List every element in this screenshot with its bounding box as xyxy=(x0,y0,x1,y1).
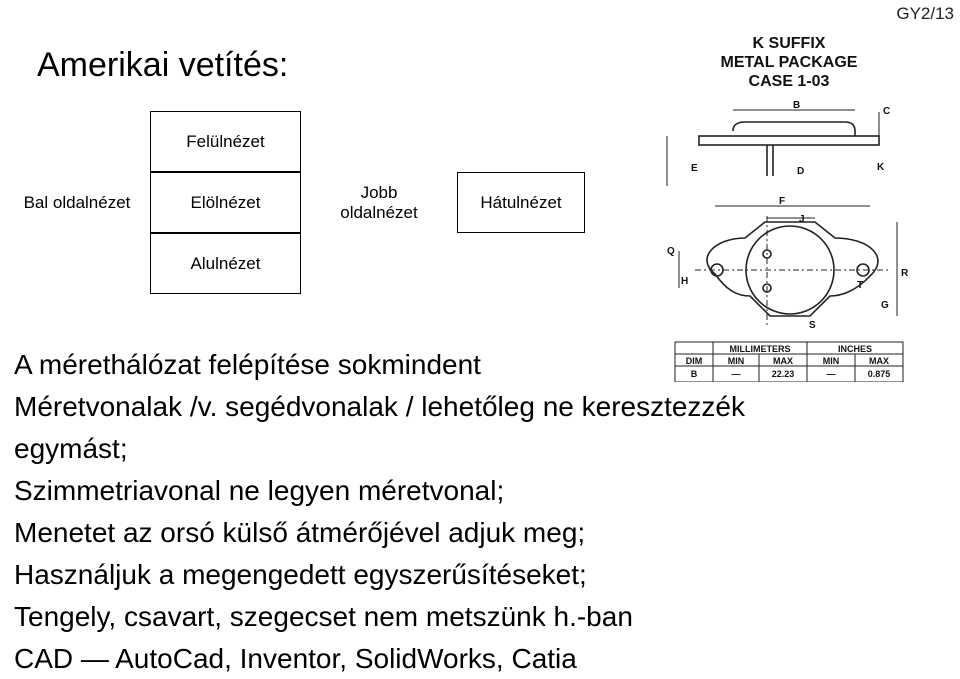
view-bottom-label: Alulnézet xyxy=(190,253,261,273)
body-line-1: A mérethálózat felépítése sokmindent xyxy=(14,349,481,380)
drawing-header-2: METAL PACKAGE xyxy=(720,54,858,71)
dim-label-h: H xyxy=(681,276,689,287)
dim-label-t: T xyxy=(857,280,864,291)
table-cell-in-max: 0.875 xyxy=(867,369,891,379)
view-right-label-2: oldalnézet xyxy=(340,202,418,222)
dim-label-k: K xyxy=(877,162,885,173)
view-right xyxy=(301,172,457,233)
table-col-dim: DIM xyxy=(685,356,703,366)
body-line-7: Tengely, csavart, szegecset nem metszünk h.-ban xyxy=(14,601,633,632)
body-line-5: Menetet az orsó külső átmérőjével adjuk meg; xyxy=(14,517,586,548)
body-line-2: Méretvonalak /v. segédvonalak / lehetőleg ne keresztezzék xyxy=(14,391,746,422)
view-bottom xyxy=(150,233,301,294)
dim-label-g: G xyxy=(881,300,889,311)
table-cell-mm-min: — xyxy=(731,369,741,379)
dim-label-b: B xyxy=(793,100,801,111)
table-cell-in-min: — xyxy=(826,369,836,379)
body-line-3: egymást; xyxy=(14,433,128,464)
body-line-8: CAD — AutoCad, Inventor, SolidWorks, Catia xyxy=(14,643,577,674)
dim-label-j: J xyxy=(799,214,805,225)
dim-label-r: R xyxy=(901,268,909,279)
view-top xyxy=(150,111,301,172)
view-front xyxy=(150,172,301,233)
dim-label-s: S xyxy=(809,320,816,331)
page-title: Amerikai vetítés: xyxy=(37,46,289,84)
page-number: GY2/13 xyxy=(896,4,954,23)
view-left xyxy=(4,172,150,233)
dim-label-d: D xyxy=(797,166,805,177)
body-line-6: Használjuk a megengedett egyszerűsítéseket; xyxy=(14,559,587,590)
table-header-in: INCHES xyxy=(837,344,873,354)
table-cell-mm-max: 22.23 xyxy=(771,369,795,379)
table-header-mm: MILLIMETERS xyxy=(729,344,791,354)
dim-label-q: Q xyxy=(667,246,675,257)
dim-label-e: E xyxy=(691,163,698,174)
package-drawing xyxy=(655,26,915,382)
table-col-in-max: MAX xyxy=(869,356,889,366)
body-line-4: Szimmetriavonal ne legyen méretvonal; xyxy=(14,475,505,506)
dim-label-c: C xyxy=(883,106,891,117)
table-col-mm-max: MAX xyxy=(773,356,793,366)
table-col-in-min: MIN xyxy=(822,356,840,366)
drawing-header-1: K SUFFIX xyxy=(752,35,826,52)
drawing-header-3: CASE 1-03 xyxy=(748,73,830,90)
table-cell-dim: B xyxy=(690,369,698,379)
view-front-label: Elölnézet xyxy=(190,192,261,212)
view-right-label-1: Jobb xyxy=(360,182,398,202)
view-left-label: Bal oldalnézet xyxy=(23,192,131,212)
view-back-label: Hátulnézet xyxy=(480,192,562,212)
view-top-label: Felülnézet xyxy=(186,131,265,151)
view-back xyxy=(457,172,585,233)
table-col-mm-min: MIN xyxy=(727,356,745,366)
dim-label-f: F xyxy=(779,196,786,207)
